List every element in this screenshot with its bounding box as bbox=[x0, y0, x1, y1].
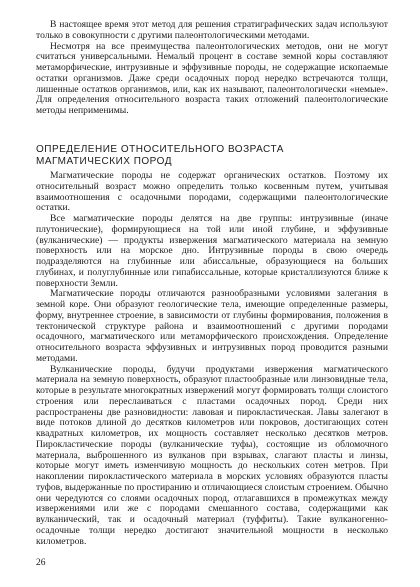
section-body bbox=[36, 171, 388, 547]
paragraph: Вулканические породы, будучи продуктами извержения магматического материала на земную поверхность, образуют пластообразные или линзовидные тела, которые в результате многократных извержений могут формировать толщи слоистого строения или переслаиваться с пластами осадочных пород. Среди них распространены две разновидности: лавовая и пирокластическая. Лавы залегают в виде потоков длиной до десятков километров или покровов, достигающих сотен квадратных километров, их мощность составляет несколько десятков метров. Пирокластические породы (вулканические туфы), состоящие из обломочного материала, выброшенного из вулканов при взрывах, слагают пласты и линзы, которые могут иметь изменчивую мощность до нескольких сотен метров. При накоплении пирокластического материала в морских условиях образуются пласты туфов, выдержанные по простиранию и отличающиеся слоистым строением. Обычно они чередуются со слоями осадочных пород, отлагавшихся в промежутках между извержениями или же с породами смешанного состава, содержащими как вулканический, так и осадочный материал (туффиты). Такие вулканогенно-осадочные толщи нередко достигают значительной мощности в несколько километров. bbox=[36, 363, 388, 547]
paragraph: Все магматические породы делятся на две группы: интрузивные (иначе плутонические), формирующиеся на той или иной глубине, и эффузивные (вулканические) — продукты извержения магматического материала на земную поверхность или на морское дно. Интрузивные породы в свою очередь подразделяются на глубинные или абиссальные, образующиеся на больших глубинах, и полуглубинные или гипабиссальные, которые кристаллизуются ближе к поверхности Земли. bbox=[36, 213, 388, 289]
section-heading bbox=[36, 144, 388, 167]
intro-text-block bbox=[36, 20, 388, 117]
paragraph: Несмотря на все преимущества палеонтологических методов, они не могут считаться универсальными. Немалый процент в составе земной коры составляют метаморфические, интрузивные и эффузивные породы, не содержащие ископаемые остатки организмов. Даже среди осадочных пород нередко встречаются толщи, лишенные остатков организмов, или, как их называют, палеонтологически «немые». Для определения относительного возраста таких отложений палеонтологические методы неприменимы. bbox=[36, 40, 388, 116]
paragraph: Магматические породы отличаются разнообразными условиями залегания в земной коре. Они образуют геологические тела, имеющие определенные размеры, форму, внутреннее строение, в зависимости от глубины формирования, положения в тектонической структуре района и взаимоотношений с другими породами осадочного, магматического или метаморфического происхождения. Определение относительного возраста эффузивных и интрузивных пород проводится разными методами. bbox=[36, 288, 388, 364]
section-heading-line: ОПРЕДЕЛЕНИЕ ОТНОСИТЕЛЬНОГО ВОЗРАСТА bbox=[36, 144, 284, 155]
paragraph: Магматические породы не содержат органических остатков. Поэтому их относительный возраст можно определить только косвенным путем, учитывая взаимоотношения с осадочными породами, содержащими палеонтологические остатки. bbox=[36, 170, 388, 214]
paragraph: В настоящее время этот метод для решения стратиграфических задач используют только в совокупности с другими палеонтологическими методами. bbox=[36, 19, 388, 41]
section-heading-line: МАГМАТИЧЕСКИХ ПОРОД bbox=[36, 155, 172, 167]
page-number: 26 bbox=[36, 558, 46, 568]
